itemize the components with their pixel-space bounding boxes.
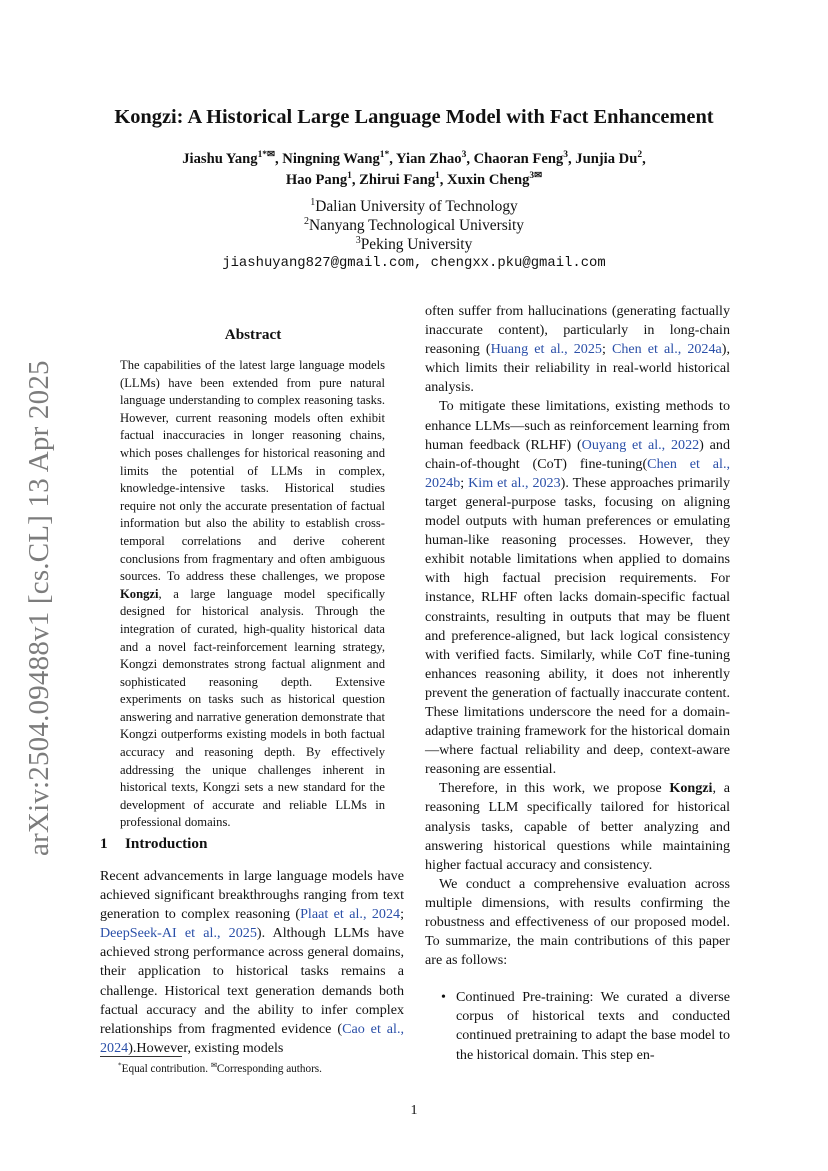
affiliation-3: $^3$Peking University: [355, 234, 473, 253]
affiliations: [0, 197, 828, 273]
paragraph-contributions-intro: We conduct a comprehensive evaluation across multiple dimensions, with results confirming the robustness and effectiveness of our proposed model. To summarize, the main contributions of this paper are as follows:: [425, 875, 730, 969]
arxiv-identifier-stamp: arXiv:2504.09488v1 [cs.CL] 13 Apr 2025: [23, 360, 55, 856]
footnote: *Equal contribution. ✉Corresponding authors.: [118, 1061, 322, 1075]
section-title: Introduction: [125, 835, 208, 852]
paper-title: Kongzi: A Historical Large Language Model with Fact Enhancement: [114, 106, 714, 128]
page-number: 1: [410, 1103, 418, 1118]
author-list: [0, 149, 828, 191]
bullet-dot: •: [441, 989, 446, 1006]
affiliation-2: $^2$Nanyang Technological University: [304, 215, 524, 234]
right-column: [425, 302, 730, 1065]
bullet-text: Continued Pre-training: We curated a diverse corpus of historical texts and conducted continued pretraining to adapt the base model to the historical domain. This step en-: [456, 989, 730, 1063]
author-emails: jiashuyang827@gmail.com, chengxx.pku@gmail.com: [222, 255, 606, 271]
abstract-heading: Abstract: [224, 326, 282, 343]
abstract-body: The capabilities of the latest large language models (LLMs) have been extended from pure natural language understanding to complex reasoning tasks. However, current reasoning models often exhibit factual inaccuracies in longer reasoning chains, which poses challenges for historical reasoning and limits the potential of LLMs in complex, knowledge-intensive tasks. Historical studies require not only the accurate presentation of factual information but also the ability to establish cross-temporal correlations and derive coherent conclusions from fragmentary and often ambiguous sources. To address these challenges, we propose Kongzi, a large language model specifically designed for historical analysis. Through the integration of curated, high-quality historical data and a novel fact-reinforcement learning strategy, Kongzi demonstrates strong factual alignment and sophisticated reasoning depth. Extensive experiments on tasks such as historical question answering and narrative generation demonstrate that Kongzi outperforms existing models in both factual accuracy and reasoning depth. By effectively addressing the unique challenges inherent in historical texts, Kongzi sets a new standard for the development of accurate and reliable LLMs in professional domains.: [120, 358, 385, 830]
paragraph-existing-methods: To mitigate these limitations, existing methods to enhance LLMs—such as reinforcement learning from human feedback (RLHF) (Ouyang et al., 2022) and chain-of-thought (CoT) fine-tuning(Chen et al., 2024b; Kim et al., 2023). These approaches primarily target general-purpose tasks, focusing on aligning model outputs with human preferences or emulating human-like reasoning processes. However, they exhibit notable limitations when applied to domains with high factual precision requirements. For instance, RLHF often lacks domain-specific factual constraints, resulting in outputs that may be fluent and preference-aligned, but lack logical consistency with verified facts. Similarly, while CoT fine-tuning enhances reasoning ability, it does not inherently prevent the generation of factually inaccurate content. These limitations underscore the need for a domain-adaptive training framework for the historical domain—where factual reliability and deep, context-aware reasoning are essential.: [425, 398, 730, 778]
paragraph-propose-kongzi: Therefore, in this work, we propose Kongzi, a reasoning LLM specifically tailored for historical analysis tasks, capable of better analyzing and answering historical questions while maintaining higher factual accuracy and consistency.: [425, 780, 730, 873]
footnote-rule: [100, 1056, 182, 1057]
authors-line-1: Jiashu Yang$^{1*✉}$, Ningning Wang$^{1*}$, Yian Zhao$^3$, Chaoran Feng$^3$, Junjia Du$^2$,: [182, 150, 646, 167]
paragraph-hallucinations: often suffer from hallucinations (generating factually inaccurate content), particularly in long-chain reasoning (Huang et al., 2025; Chen et al., 2024a), which limits their reliability in real-world historical analysis.: [425, 303, 730, 396]
section-number: 1: [100, 835, 108, 852]
affiliation-1: $^1$Dalian University of Technology: [310, 196, 518, 215]
section-heading-introduction: [100, 835, 207, 853]
contribution-bullet-1: [425, 988, 730, 1064]
introduction-paragraph-1: Recent advancements in large language models have achieved significant breakthroughs ranging from text generation to complex reasoning (Plaat et al., 2024; DeepSeek-AI et al., 2025). Although LLMs have achieved strong performance across general domains, their application to historical tasks remains a challenge. Historical text generation demands both factual accuracy and the ability to infer complex relationships from fragmented evidence (Cao et al., 2024).However, existing models: [100, 868, 404, 1056]
authors-line-2: Hao Pang$^1$, Zhirui Fang$^1$, Xuxin Cheng$^{3✉}$: [285, 171, 543, 188]
